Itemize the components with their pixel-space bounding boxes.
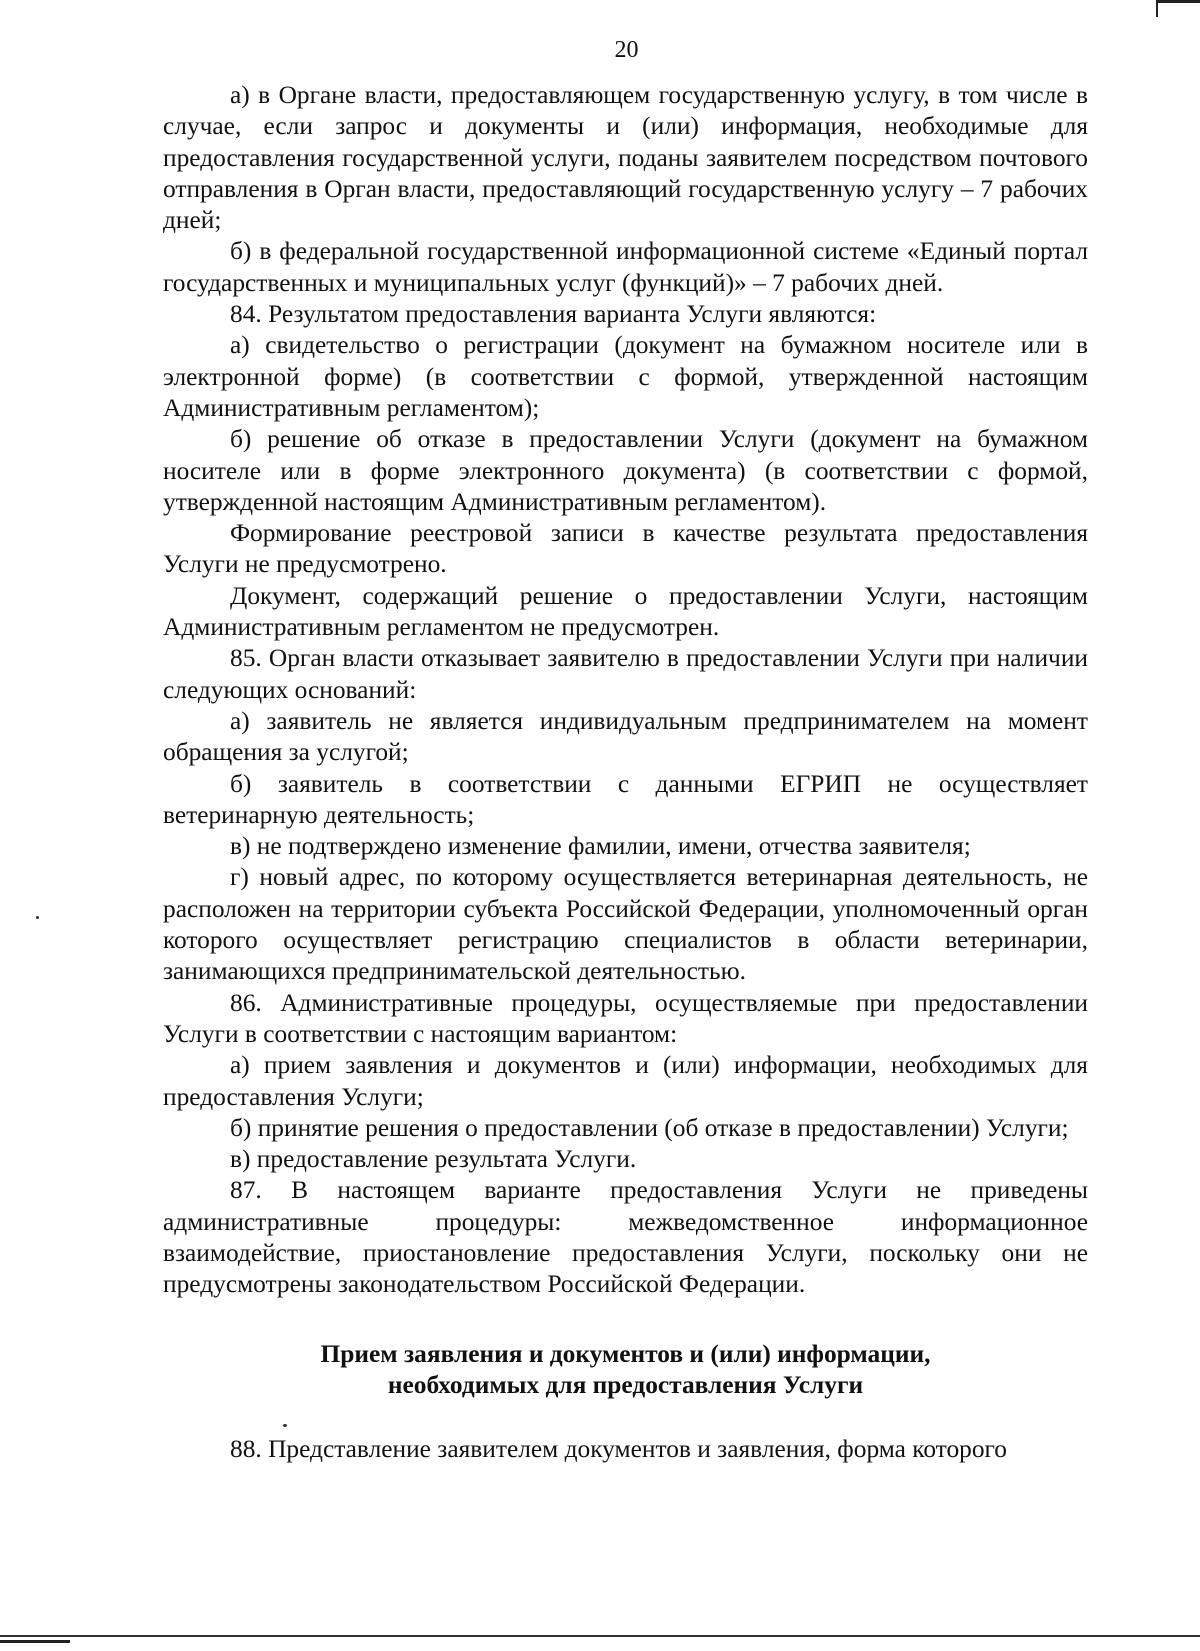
paragraph-84a: а) свидетельство о регистрации (документ на бумажном носителе или в электронной форме) (в соответствии с формой, утвержденной настоящим Административным регламентом); — [163, 331, 1088, 422]
paragraph-86: 86. Административные процедуры, осуществляемые при предоставлении Услуги в соответствии с настоящим вариантом: — [163, 988, 1088, 1048]
paragraph-85a: а) заявитель не является индивидуальным предпринимателем на момент обращения за услугой; — [163, 706, 1088, 767]
scan-corner-mark — [1156, 0, 1200, 17]
section-heading-line-2: необходимых для предоставления Услуги — [387, 1370, 864, 1399]
paragraph-85: 85. Орган власти отказывает заявителю в предоставлении Услуги при наличии следующих оснований: — [163, 644, 1088, 704]
scan-speck — [36, 916, 39, 919]
paragraph-84b: б) решение об отказе в предоставлении Услуги (документ на бумажном носителе или в форме электронного документа) (в соответствии с формой, утвержденной настоящим Административным регламентом). — [163, 425, 1088, 516]
document-body — [163, 80, 1088, 1465]
paragraph-86a: а) прием заявления и документов и (или) информации, необходимых для предоставления Услуги; — [163, 1051, 1088, 1111]
scan-bottom-edge — [0, 1635, 1200, 1637]
paragraph-83b: б) в федеральной государственной информационной системе «Единый портал государственных и муниципальных услуг (функций)» – 7 рабочих дней. — [163, 237, 1088, 297]
paragraph-84: 84. Результатом предоставления варианта Услуги являются: — [230, 300, 877, 329]
paragraph-88: 88. Представление заявителем документов и заявления, форма которого — [230, 1434, 1008, 1463]
paragraph-86c: в) предоставление результата Услуги. — [230, 1145, 637, 1174]
paragraph-85d: г) новый адрес, по которому осуществляется ветеринарная деятельность, не расположен на территории субъекта Российской Федерации, уполномоченный орган которого осуществляет регистрацию специалистов в области ветеринарии, занимающихся предпринимательской деятельностью. — [163, 863, 1088, 986]
paragraph-87: 87. В настоящем варианте предоставления Услуги не приведены административные процедуры: межведомственное информационное взаимодействие, приостановление предоставления Услуги, поскольку они не предусмотрены законодательством Российской Федерации. — [163, 1176, 1088, 1299]
paragraph-83a: а) в Органе власти, предоставляющем государственную услугу, в том числе в случае, если запрос и документы и (или) информация, необходимые для предоставления государственной услуги, поданы заявителем посредством почтового отправления в Орган власти, предоставляющий государственную услугу – 7 рабочих дней; — [163, 81, 1088, 235]
section-heading — [163, 1339, 1088, 1401]
scan-speck — [283, 1424, 287, 1427]
paragraph-85b: б) заявитель в соответствии с данными ЕГРИП не осуществляет ветеринарную деятельность; — [163, 769, 1088, 829]
scan-bottom-edge-mark — [0, 1640, 70, 1643]
paragraph-86b: б) принятие решения о предоставлении (об отказе в предоставлении) Услуги; — [230, 1113, 1069, 1142]
paragraph-85c: в) не подтверждено изменение фамилии, имени, отчества заявителя; — [230, 832, 971, 861]
page-number: 20 — [614, 37, 639, 63]
section-heading-line-1: Прием заявления и документов и (или) информации, — [320, 1339, 931, 1368]
paragraph-84-decision-document: Документ, содержащий решение о предоставлении Услуги, настоящим Административным регламентом не предусмотрен. — [163, 581, 1088, 642]
paragraph-84-registry: Формирование реестровой записи в качестве результата предоставления Услуги не предусмотрено. — [163, 519, 1088, 579]
